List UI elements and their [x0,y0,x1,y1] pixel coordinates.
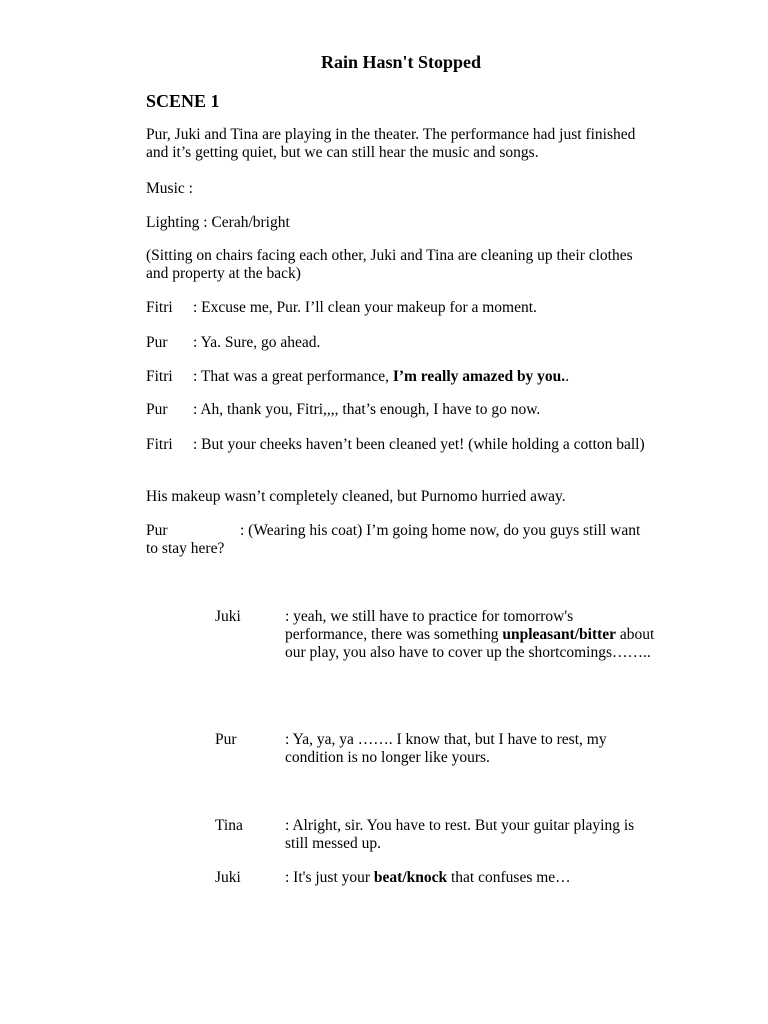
emphasized-text: unpleasant/bitter [502,626,617,643]
dialogue-line [146,436,656,454]
line-text: : Ya. Sure, go ahead. [193,334,321,351]
speaker-name: Juki [215,608,241,625]
line-text: : Ya, ya, ya ……. I know that, but I have to rest, my condition is no longer like yours. [285,731,607,766]
line-text: : (Wearing his coat) I’m going home now, do you guys still want to stay here? [146,522,641,557]
music-note: Music : [146,180,193,197]
speaker-name: Pur [215,731,237,748]
emphasized-text: beat/knock [373,869,448,886]
line-text: : Excuse me, Pur. I’ll clean your makeup for a moment. [193,299,537,316]
line-text: : That was a great performance, [193,368,393,385]
line-text-start: : It's just your [285,869,374,886]
line-text-end: about our play, you also have to cover up the shortcomings…….. [285,626,655,661]
dialogue-line [146,401,656,419]
speaker-name: Pur [146,334,168,351]
line-text: : Alright, sir. You have to rest. But your guitar playing is still messed up. [285,817,635,852]
speaker-name: Pur [146,401,168,418]
line-text [285,869,657,887]
intro-paragraph: Pur, Juki and Tina are playing in the theater. The performance had just finished and it’s getting quiet, but we can still hear the music and songs. [146,126,636,161]
speaker-name: Tina [215,817,243,834]
lighting-note: Lighting : Cerah/bright [146,214,290,231]
speaker-name: Juki [215,869,241,886]
dialogue-line [146,368,656,386]
speaker-name: Fitri [146,436,173,453]
line-text-end: . [565,368,570,385]
line-text-end: that confuses me… [447,869,571,886]
scene-heading: SCENE 1 [146,91,220,111]
document-title: Rain Hasn't Stopped [320,52,482,72]
line-text-start: : yeah, we still have to practice for tomorrow's performance, there was something [285,608,574,643]
dialogue-line [146,334,656,352]
dialogue-line [146,522,646,558]
stage-direction: (Sitting on chairs facing each other, Juki and Tina are cleaning up their clothes and property at the back) [146,247,633,282]
speaker-name: Fitri [146,299,173,316]
speaker-name: Pur [146,522,168,539]
line-text: : But your cheeks haven’t been cleaned yet! (while holding a cotton ball) [193,436,645,453]
speaker-name: Fitri [146,368,173,385]
aside-paragraph: His makeup wasn’t completely cleaned, but Purnomo hurried away. [146,488,566,505]
dialogue-line [146,299,656,317]
line-text [285,608,657,662]
emphasized-text: I’m really amazed by you. [392,368,566,385]
line-text: : Ah, thank you, Fitri,,,, that’s enough, I have to go now. [193,401,541,418]
